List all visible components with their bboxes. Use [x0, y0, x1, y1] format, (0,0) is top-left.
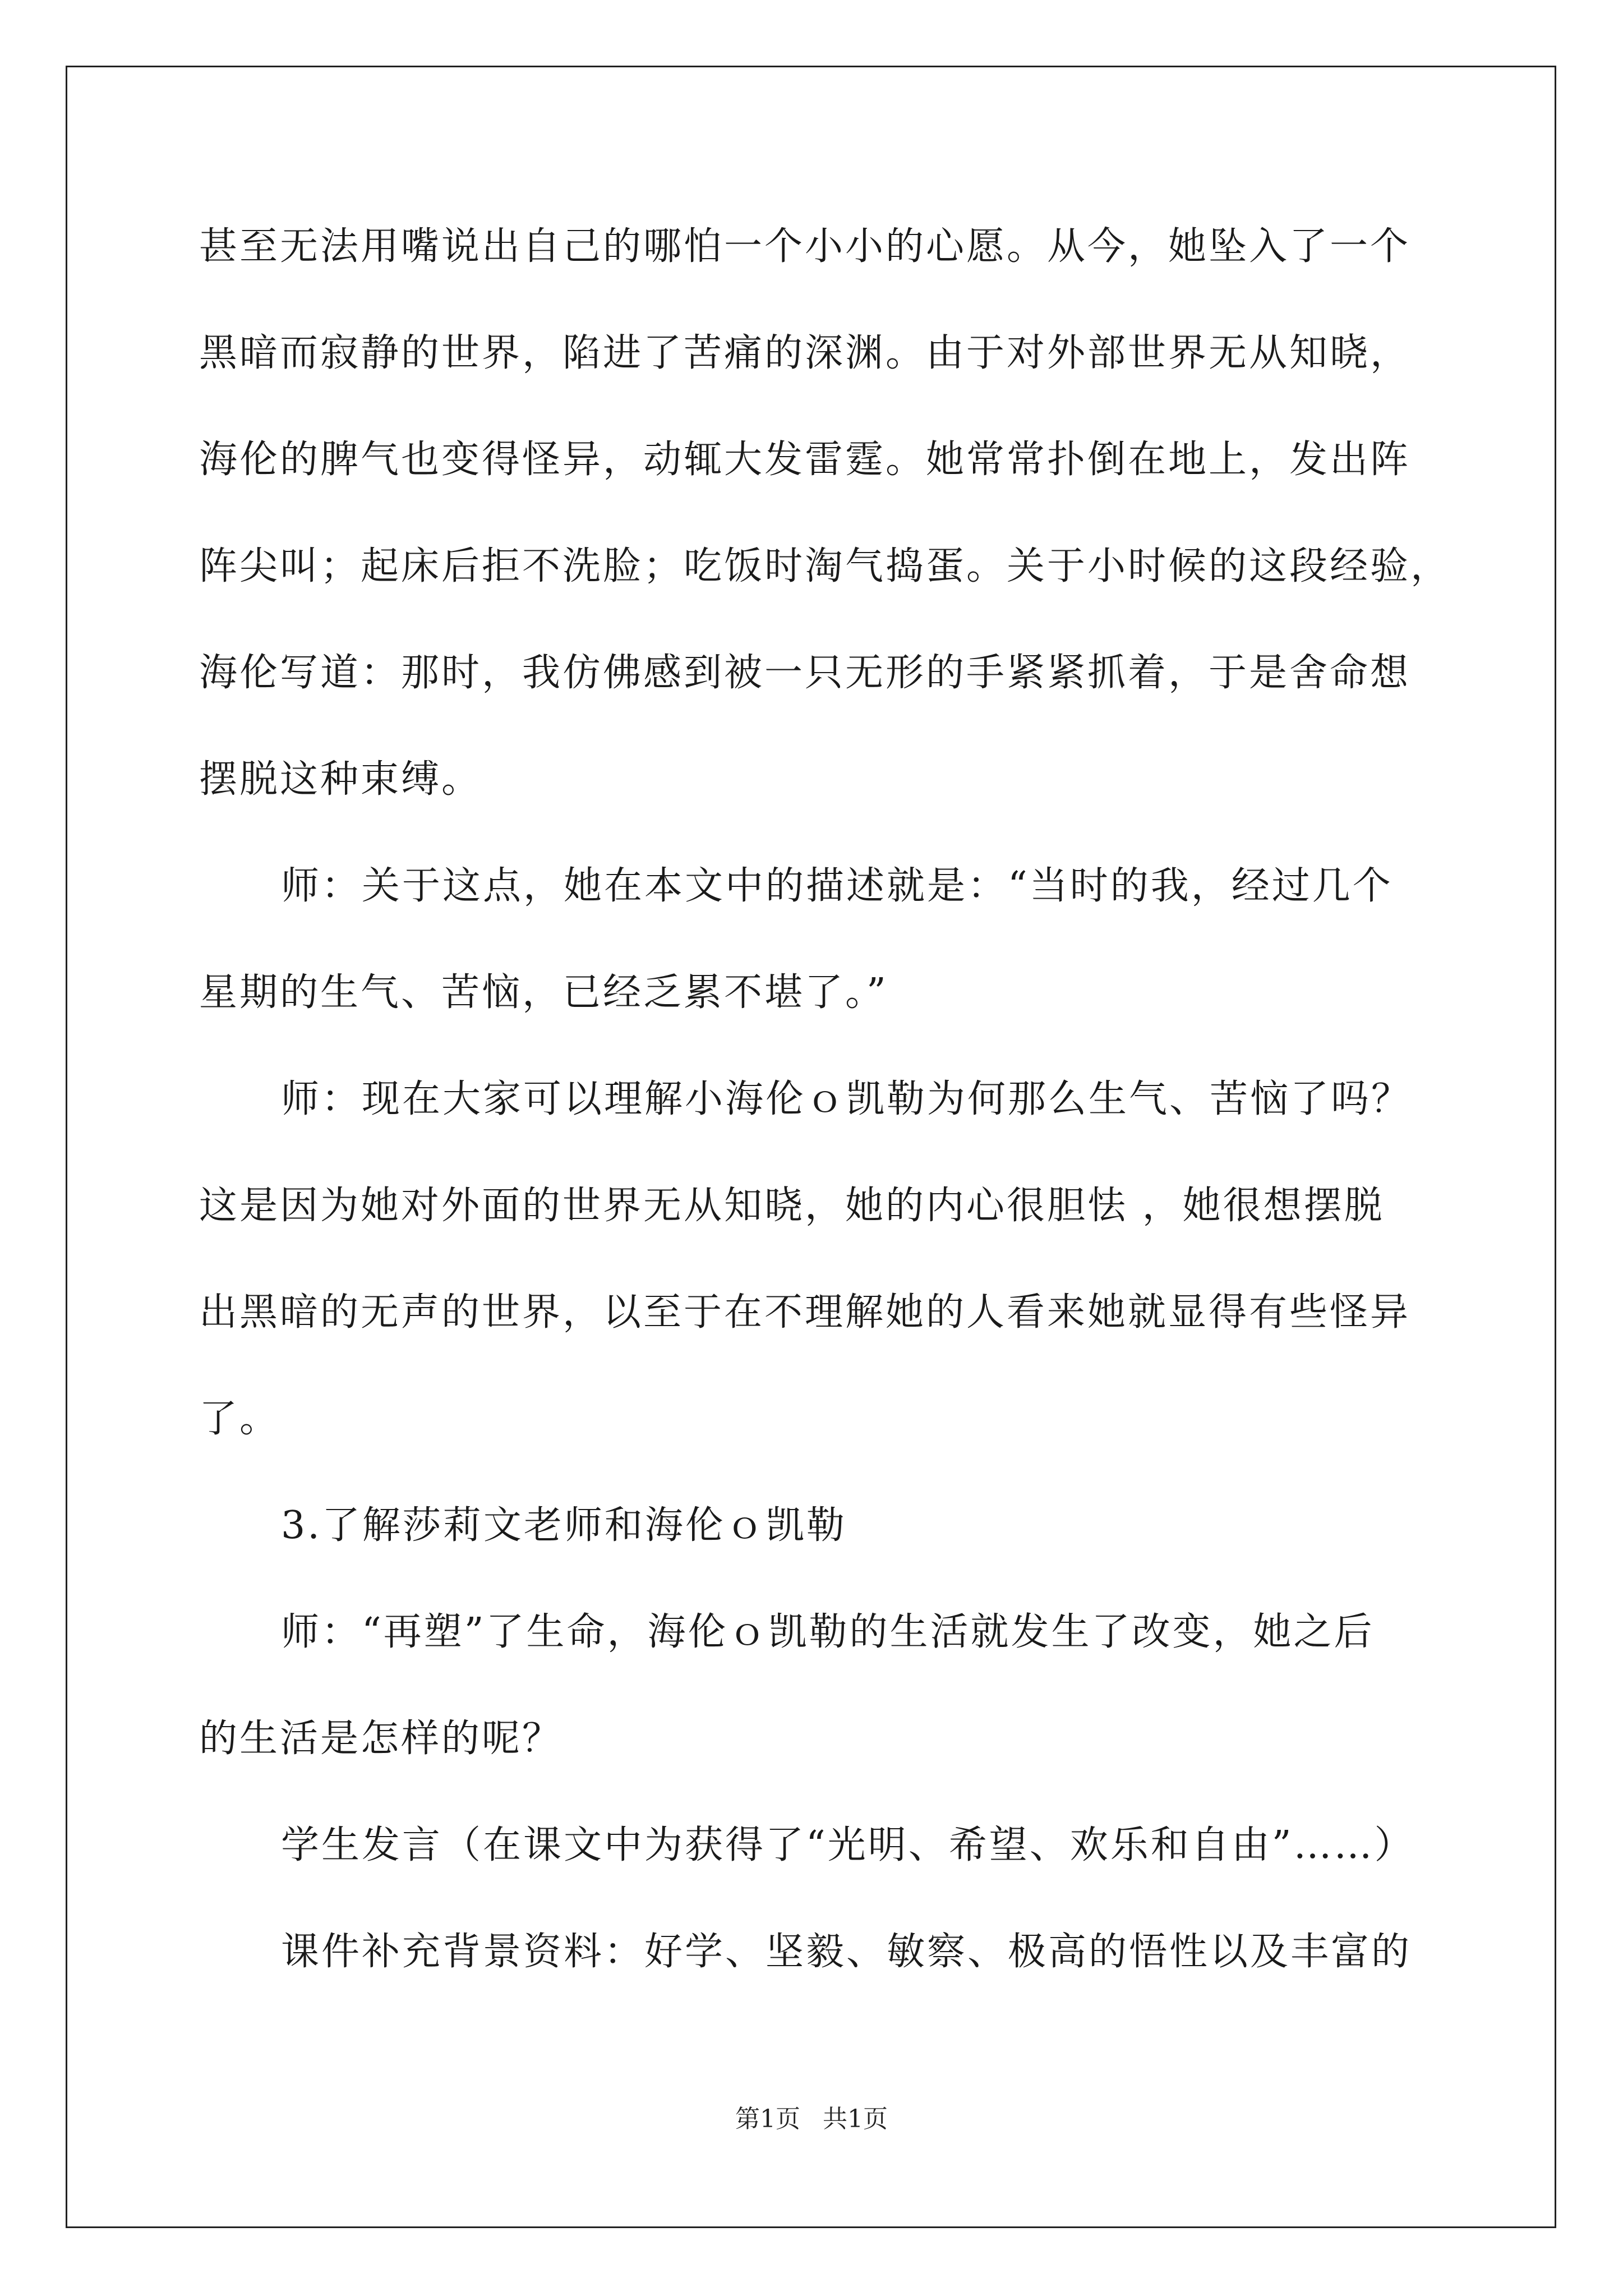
text-line-8: 星期的生气、苦恼，已经乏累不堪了。” — [199, 970, 888, 1015]
text-line-3: 海伦的脾气也变得怪异，动辄大发雷霆。她常常扑倒在地上，发出阵 — [199, 438, 1411, 482]
text-line-15: 的生活是怎样的呢？ — [199, 1717, 563, 1761]
text-line-16: 学生发言（在课文中为获得了“光明、希望、欢乐和自由”……） — [281, 1823, 1415, 1867]
text-line-17: 课件补充背景资料：好学、坚毅、敏察、极高的悟性以及丰富的 — [281, 1930, 1412, 1974]
text-line-9: 师：现在大家可以理解小海伦ｏ凯勒为何那么生气、苦恼了吗？ — [281, 1077, 1412, 1121]
document-body — [199, 213, 1483, 2025]
section-heading: 3.了解莎莉文老师和海伦ｏ凯勒 — [281, 1503, 847, 1548]
text-line-10: 这是因为她对外面的世界无从知晓，她的内心很胆怯 ，她很想摆脱 — [199, 1184, 1385, 1228]
text-line-7: 师：关于这点，她在本文中的描述就是：“当时的我，经过几个 — [281, 864, 1393, 908]
text-line-14: 师：“再塑”了生命，海伦ｏ凯勒的生活就发生了改变，她之后 — [281, 1610, 1375, 1654]
page-number: 第1页 — [735, 2105, 800, 2133]
text-line-6: 摆脱这种束缚。 — [199, 757, 482, 802]
text-line-12: 了。 — [199, 1397, 280, 1441]
page-footer — [0, 2102, 1623, 2136]
page-total: 共1页 — [823, 2105, 888, 2133]
text-line-5: 海伦写道：那时，我仿佛感到被一只无形的手紧紧抓着，于是舍命想 — [199, 651, 1411, 695]
text-line-4: 阵尖叫；起床后拒不洗脸；吃饭时淘气捣蛋。关于小时候的这段经验， — [199, 544, 1451, 588]
text-line-11: 出黑暗的无声的世界，以至于在不理解她的人看来她就显得有些怪异 — [199, 1290, 1411, 1335]
text-line-1: 甚至无法用嘴说出自己的哪怕一个小小的心愿。从今，她坠入了一个 — [199, 224, 1411, 269]
text-line-2: 黑暗而寂静的世界，陷进了苦痛的深渊。由于对外部世界无从知晓， — [199, 331, 1411, 375]
